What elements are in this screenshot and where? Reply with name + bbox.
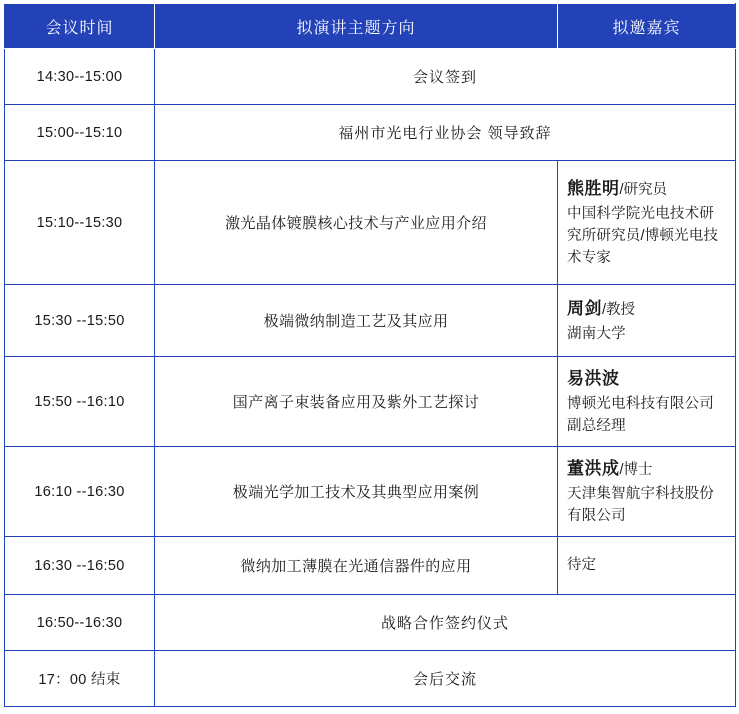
table-row	[5, 357, 736, 447]
table-row	[5, 447, 736, 537]
cell-topic-full: 会后交流	[155, 651, 736, 707]
cell-guest	[558, 161, 736, 285]
cell-topic-full: 战略合作签约仪式	[155, 595, 736, 651]
cell-time: 17：00 结束	[5, 651, 155, 707]
cell-time: 16:30 --16:50	[5, 537, 155, 595]
cell-guest	[558, 285, 736, 357]
guest-role: /研究员	[619, 182, 668, 199]
cell-time: 16:10 --16:30	[5, 447, 155, 537]
column-header-time: 会议时间	[5, 4, 155, 49]
guest-role: /教授	[602, 302, 636, 319]
table-row	[5, 595, 736, 651]
column-header-guest: 拟邀嘉宾	[558, 4, 736, 49]
guest-role: /博士	[619, 462, 653, 479]
table-row	[5, 105, 736, 161]
header-row	[5, 4, 736, 49]
guest-affiliation: 博顿光电科技有限公司 副总经理	[567, 395, 714, 434]
guest-name: 周剑	[567, 299, 602, 319]
guest-affiliation: 中国科学院光电技术研究所研究员/博顿光电技术专家	[567, 205, 719, 266]
table-row	[5, 285, 736, 357]
cell-topic: 极端光学加工技术及其典型应用案例	[155, 447, 558, 537]
cell-topic-full: 福州市光电行业协会 领导致辞	[155, 105, 736, 161]
cell-time: 15:10--15:30	[5, 161, 155, 285]
cell-topic: 激光晶体镀膜核心技术与产业应用介绍	[155, 161, 558, 285]
column-header-topic: 拟演讲主题方向	[155, 4, 558, 49]
table-row	[5, 537, 736, 595]
cell-topic: 国产离子束装备应用及紫外工艺探讨	[155, 357, 558, 447]
guest-status: 待定	[567, 556, 596, 573]
cell-guest	[558, 537, 736, 595]
guest-name: 熊胜明	[567, 179, 620, 199]
table-row	[5, 49, 736, 105]
cell-topic-full: 会议签到	[155, 49, 736, 105]
cell-topic: 极端微纳制造工艺及其应用	[155, 285, 558, 357]
cell-time: 16:50--16:30	[5, 595, 155, 651]
table-row	[5, 651, 736, 707]
guest-name: 易洪波	[567, 369, 620, 389]
cell-topic: 微纳加工薄膜在光通信器件的应用	[155, 537, 558, 595]
cell-time: 15:30 --15:50	[5, 285, 155, 357]
guest-affiliation: 天津集智航宇科技股份有限公司	[567, 485, 714, 524]
table-row	[5, 161, 736, 285]
cell-guest	[558, 447, 736, 537]
guest-name: 董洪成	[567, 459, 620, 479]
table-header	[5, 4, 736, 49]
cell-time: 15:50 --16:10	[5, 357, 155, 447]
table-body	[5, 49, 736, 707]
conference-agenda-table	[4, 3, 736, 707]
cell-time: 14:30--15:00	[5, 49, 155, 105]
cell-guest	[558, 357, 736, 447]
cell-time: 15:00--15:10	[5, 105, 155, 161]
guest-affiliation: 湖南大学	[567, 325, 626, 342]
